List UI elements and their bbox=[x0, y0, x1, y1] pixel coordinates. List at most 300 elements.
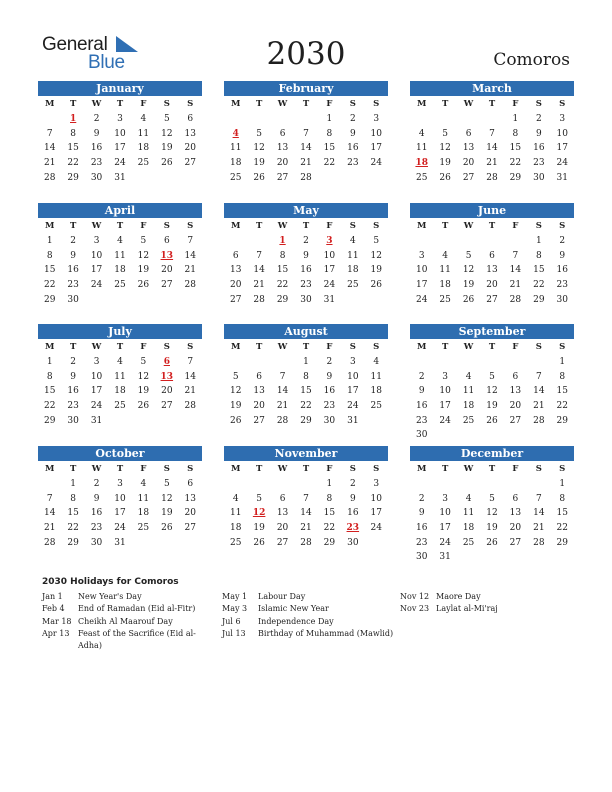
day-cell: 20 bbox=[161, 265, 173, 276]
day-cell: 1 bbox=[559, 479, 566, 489]
week-row bbox=[224, 492, 388, 507]
weekday-label: T bbox=[255, 342, 263, 352]
month-february bbox=[224, 81, 388, 185]
empty-day-cell bbox=[365, 293, 388, 308]
week-row bbox=[410, 550, 574, 565]
weekday-header-row bbox=[224, 461, 388, 477]
day-cell: 6 bbox=[163, 236, 170, 246]
empty-day-cell bbox=[247, 355, 270, 370]
empty-day-cell bbox=[365, 171, 388, 186]
day-cell: 23 bbox=[90, 523, 103, 534]
weekday-label: T bbox=[488, 464, 496, 474]
month-april bbox=[38, 203, 202, 307]
day-cell: 5 bbox=[465, 250, 472, 261]
weekday-label: S bbox=[373, 464, 380, 474]
day-cell: 30 bbox=[415, 552, 428, 563]
empty-day-cell bbox=[504, 428, 527, 443]
day-cell: 14 bbox=[486, 143, 498, 154]
day-cell: 13 bbox=[276, 143, 289, 154]
day-cell: 8 bbox=[535, 250, 542, 261]
day-cell: 13 bbox=[509, 508, 522, 519]
day-cell: 15 bbox=[556, 386, 568, 397]
holiday-list-item bbox=[222, 628, 397, 640]
weekday-label: M bbox=[231, 342, 241, 352]
day-cell: 2 bbox=[93, 114, 100, 124]
weekday-label: M bbox=[45, 464, 55, 474]
day-cell: 9 bbox=[303, 250, 309, 261]
day-cell: 5 bbox=[373, 236, 380, 246]
day-cell: 16 bbox=[347, 508, 359, 519]
day-cell: 26 bbox=[161, 158, 173, 169]
day-cell: 2 bbox=[535, 114, 542, 124]
day-cell: 15 bbox=[533, 265, 545, 276]
weekday-header-row bbox=[224, 339, 388, 355]
week-row bbox=[410, 521, 574, 536]
weekday-label: S bbox=[373, 221, 380, 231]
day-cell: 24 bbox=[439, 415, 451, 426]
day-cell: 6 bbox=[187, 479, 194, 489]
weekday-label: M bbox=[417, 221, 427, 231]
weekday-label: W bbox=[91, 99, 102, 109]
day-cell: 26 bbox=[253, 172, 265, 183]
empty-day-cell bbox=[247, 112, 270, 127]
weekday-label: F bbox=[140, 342, 147, 352]
day-cell: 27 bbox=[253, 415, 265, 426]
weekday-label: F bbox=[326, 342, 333, 352]
day-cell: 2 bbox=[418, 493, 425, 504]
day-cell: 15 bbox=[43, 265, 56, 276]
week-row bbox=[410, 428, 574, 443]
week-row bbox=[38, 506, 202, 521]
day-cell: 5 bbox=[489, 493, 495, 504]
day-cell: 5 bbox=[442, 128, 448, 139]
week-row bbox=[38, 112, 202, 127]
day-cell: 19 bbox=[161, 508, 173, 519]
week-row bbox=[38, 399, 202, 414]
day-cell: 19 bbox=[229, 401, 242, 412]
day-cell: 18 bbox=[347, 265, 359, 276]
day-cell: 23 bbox=[347, 158, 359, 169]
day-cell: 7 bbox=[489, 128, 495, 139]
day-cell: 23 bbox=[90, 158, 103, 169]
holiday-list-item bbox=[400, 591, 575, 603]
empty-day-cell bbox=[365, 536, 388, 551]
day-cell: 5 bbox=[256, 493, 262, 504]
weekday-label: T bbox=[488, 221, 496, 231]
day-cell: 13 bbox=[184, 128, 196, 139]
day-cell: 28 bbox=[533, 415, 545, 426]
day-cell: 27 bbox=[229, 294, 242, 305]
day-cell: 20 bbox=[276, 523, 289, 534]
day-cell: 31 bbox=[114, 172, 126, 183]
day-cell: 3 bbox=[93, 357, 100, 367]
day-cell: 25 bbox=[137, 158, 150, 169]
empty-day-cell bbox=[551, 428, 574, 443]
empty-day-cell bbox=[433, 428, 456, 443]
week-row bbox=[38, 278, 202, 293]
weekday-header-row bbox=[38, 461, 202, 477]
day-cell: 22 bbox=[556, 401, 568, 412]
weekday-label: S bbox=[349, 99, 356, 109]
weekday-label: F bbox=[326, 221, 333, 231]
day-cell: 7 bbox=[256, 250, 262, 261]
day-cell: 2 bbox=[303, 236, 309, 246]
day-cell: 7 bbox=[187, 357, 194, 367]
empty-day-cell bbox=[527, 550, 550, 565]
day-cell: 25 bbox=[370, 401, 382, 412]
day-cell: 26 bbox=[137, 401, 150, 412]
empty-day-cell bbox=[38, 477, 61, 492]
day-cell: 29 bbox=[509, 172, 522, 183]
weekday-label: S bbox=[163, 342, 170, 352]
day-cell: 25 bbox=[229, 172, 242, 183]
day-cell: 7 bbox=[46, 128, 53, 139]
week-row bbox=[38, 234, 202, 249]
day-cell: 10 bbox=[415, 265, 428, 276]
week-row bbox=[38, 414, 202, 429]
day-cell: 4 bbox=[140, 114, 147, 124]
day-cell: 27 bbox=[509, 415, 522, 426]
day-cell: 15 bbox=[43, 386, 56, 397]
weekday-label: T bbox=[302, 221, 310, 231]
weekday-label: W bbox=[91, 342, 102, 352]
day-cell: 11 bbox=[462, 508, 475, 519]
day-cell: 12 bbox=[137, 250, 150, 261]
weekday-header-row bbox=[38, 96, 202, 112]
day-cell: 19 bbox=[137, 265, 150, 276]
day-cell: 11 bbox=[462, 386, 475, 397]
week-row bbox=[224, 171, 388, 186]
day-cell: 16 bbox=[415, 401, 428, 412]
weekday-label: W bbox=[277, 99, 288, 109]
empty-day-cell bbox=[527, 428, 550, 443]
week-row bbox=[410, 141, 574, 156]
day-cell: 23 bbox=[67, 401, 79, 412]
day-cell: 4 bbox=[418, 128, 425, 139]
day-cell: 2 bbox=[326, 357, 333, 367]
day-cell: 28 bbox=[300, 172, 312, 183]
day-cell: 21 bbox=[184, 265, 196, 276]
weekday-label: T bbox=[441, 99, 449, 109]
day-cell: 24 bbox=[90, 401, 103, 412]
weekday-label: F bbox=[512, 99, 519, 109]
weekday-label: T bbox=[116, 342, 124, 352]
empty-day-cell bbox=[155, 536, 178, 551]
week-row bbox=[410, 536, 574, 551]
day-cell: 20 bbox=[253, 401, 265, 412]
empty-day-cell bbox=[457, 550, 480, 565]
day-cell: 14 bbox=[300, 143, 312, 154]
day-cell: 3 bbox=[93, 236, 100, 246]
weekday-header-row bbox=[410, 96, 574, 112]
day-cell: 20 bbox=[184, 508, 196, 519]
day-cell: 17 bbox=[323, 265, 336, 276]
week-row bbox=[38, 141, 202, 156]
weekday-label: S bbox=[187, 342, 194, 352]
day-cell: 28 bbox=[300, 537, 312, 548]
holiday-day-cell: 13 bbox=[160, 250, 174, 261]
day-cell: 13 bbox=[486, 265, 498, 276]
weekday-header-row bbox=[410, 218, 574, 234]
day-cell: 28 bbox=[184, 401, 196, 412]
day-cell: 25 bbox=[415, 172, 428, 183]
day-cell: 14 bbox=[300, 508, 312, 519]
month-june bbox=[410, 203, 574, 307]
holiday-day-cell: 12 bbox=[252, 508, 266, 519]
day-cell: 25 bbox=[229, 537, 242, 548]
day-cell: 30 bbox=[556, 294, 568, 305]
weekday-label: F bbox=[140, 99, 147, 109]
day-cell: 24 bbox=[415, 294, 428, 305]
day-cell: 26 bbox=[439, 172, 451, 183]
day-cell: 11 bbox=[439, 265, 451, 276]
day-cell: 14 bbox=[509, 265, 522, 276]
day-cell: 20 bbox=[229, 280, 242, 291]
day-cell: 2 bbox=[418, 371, 425, 382]
day-cell: 8 bbox=[70, 493, 76, 504]
holiday-name: Maore Day bbox=[436, 592, 481, 601]
day-cell: 24 bbox=[323, 280, 336, 291]
weekday-label: F bbox=[512, 342, 519, 352]
holiday-date: Apr 13 bbox=[42, 628, 70, 638]
day-cell: 6 bbox=[465, 128, 472, 139]
weekday-label: T bbox=[116, 464, 124, 474]
weekday-label: S bbox=[535, 464, 542, 474]
empty-day-cell bbox=[504, 234, 527, 249]
holiday-name: Birthday of Muhammad (Mawlid) bbox=[258, 628, 394, 638]
day-cell: 23 bbox=[300, 280, 312, 291]
weekday-label: T bbox=[116, 99, 124, 109]
weekday-label: T bbox=[441, 221, 449, 231]
day-cell: 6 bbox=[512, 493, 519, 504]
day-cell: 13 bbox=[253, 386, 265, 397]
day-cell: 17 bbox=[439, 523, 451, 534]
week-row bbox=[38, 263, 202, 278]
month-header: November bbox=[224, 446, 388, 461]
day-cell: 27 bbox=[509, 537, 522, 548]
week-row bbox=[38, 293, 202, 308]
day-cell: 19 bbox=[137, 386, 150, 397]
day-cell: 27 bbox=[486, 294, 498, 305]
empty-day-cell bbox=[132, 536, 155, 551]
day-cell: 9 bbox=[326, 371, 333, 382]
day-cell: 29 bbox=[43, 294, 56, 305]
empty-day-cell bbox=[527, 477, 550, 492]
day-cell: 21 bbox=[533, 401, 545, 412]
day-cell: 1 bbox=[46, 236, 53, 246]
day-cell: 4 bbox=[349, 236, 356, 246]
day-cell: 25 bbox=[114, 401, 126, 412]
day-cell: 20 bbox=[509, 523, 522, 534]
day-cell: 7 bbox=[187, 236, 194, 246]
holiday-list-item bbox=[222, 591, 397, 603]
day-cell: 4 bbox=[117, 236, 123, 246]
day-cell: 1 bbox=[46, 357, 53, 367]
day-cell: 24 bbox=[439, 537, 451, 548]
holiday-name: Feast of the Sacrifice (Eid al-Adha) bbox=[78, 628, 196, 651]
day-cell: 10 bbox=[370, 493, 382, 504]
day-cell: 19 bbox=[486, 401, 498, 412]
day-cell: 30 bbox=[415, 430, 428, 441]
empty-day-cell bbox=[527, 355, 550, 370]
day-cell: 31 bbox=[347, 415, 359, 426]
holiday-list-item bbox=[42, 603, 217, 615]
week-row bbox=[38, 355, 202, 370]
day-cell: 7 bbox=[535, 371, 542, 382]
day-cell: 13 bbox=[229, 265, 242, 276]
day-cell: 17 bbox=[370, 508, 382, 519]
weekday-label: W bbox=[463, 342, 474, 352]
day-cell: 3 bbox=[559, 114, 566, 124]
week-row bbox=[410, 477, 574, 492]
day-cell: 11 bbox=[229, 143, 242, 154]
week-row bbox=[38, 384, 202, 399]
empty-day-cell bbox=[551, 550, 574, 565]
day-cell: 12 bbox=[439, 143, 451, 154]
week-row bbox=[224, 278, 388, 293]
day-cell: 26 bbox=[253, 537, 265, 548]
month-header: December bbox=[410, 446, 574, 461]
day-cell: 30 bbox=[300, 294, 312, 305]
weekday-label: T bbox=[69, 99, 77, 109]
empty-day-cell bbox=[271, 112, 294, 127]
weekday-label: T bbox=[255, 221, 263, 231]
day-cell: 15 bbox=[509, 143, 522, 154]
day-cell: 18 bbox=[462, 523, 475, 534]
holiday-list-item bbox=[42, 628, 217, 653]
day-cell: 3 bbox=[373, 479, 380, 489]
weekday-label: T bbox=[69, 464, 77, 474]
empty-day-cell bbox=[224, 234, 247, 249]
day-cell: 22 bbox=[323, 158, 336, 169]
week-row bbox=[410, 249, 574, 264]
day-cell: 25 bbox=[462, 415, 475, 426]
day-cell: 18 bbox=[137, 143, 150, 154]
empty-day-cell bbox=[132, 293, 155, 308]
day-cell: 10 bbox=[370, 128, 382, 139]
weekday-label: T bbox=[302, 464, 310, 474]
week-row bbox=[224, 414, 388, 429]
weekday-label: F bbox=[140, 221, 147, 231]
day-cell: 23 bbox=[556, 280, 568, 291]
day-cell: 11 bbox=[347, 250, 359, 261]
day-cell: 26 bbox=[229, 415, 242, 426]
empty-day-cell bbox=[433, 477, 456, 492]
day-cell: 18 bbox=[229, 158, 242, 169]
day-cell: 17 bbox=[556, 143, 568, 154]
day-cell: 8 bbox=[46, 250, 53, 261]
weekday-label: S bbox=[373, 342, 380, 352]
day-cell: 2 bbox=[70, 236, 76, 246]
day-cell: 2 bbox=[349, 479, 356, 489]
empty-day-cell bbox=[294, 477, 317, 492]
day-cell: 26 bbox=[486, 537, 498, 548]
day-cell: 20 bbox=[509, 401, 522, 412]
country-name: Comoros bbox=[493, 50, 570, 70]
weekday-label: S bbox=[163, 464, 170, 474]
day-cell: 8 bbox=[46, 371, 53, 382]
weekday-label: S bbox=[349, 342, 356, 352]
day-cell: 10 bbox=[556, 128, 568, 139]
day-cell: 21 bbox=[253, 280, 265, 291]
empty-day-cell bbox=[155, 171, 178, 186]
empty-day-cell bbox=[179, 171, 202, 186]
day-cell: 15 bbox=[300, 386, 312, 397]
day-cell: 3 bbox=[442, 371, 448, 382]
day-cell: 11 bbox=[114, 250, 126, 261]
week-row bbox=[410, 414, 574, 429]
weekday-label: S bbox=[535, 221, 542, 231]
day-cell: 21 bbox=[184, 386, 196, 397]
day-cell: 22 bbox=[43, 280, 56, 291]
day-cell: 24 bbox=[370, 158, 382, 169]
day-cell: 16 bbox=[67, 265, 79, 276]
day-cell: 4 bbox=[465, 493, 472, 504]
day-cell: 10 bbox=[439, 508, 451, 519]
day-cell: 3 bbox=[117, 114, 123, 124]
week-row bbox=[224, 506, 388, 521]
logo-general-text: General bbox=[42, 34, 108, 55]
weekday-header-row bbox=[224, 218, 388, 234]
week-row bbox=[224, 263, 388, 278]
day-cell: 1 bbox=[559, 357, 566, 367]
week-row bbox=[38, 477, 202, 492]
weekday-label: M bbox=[231, 221, 241, 231]
day-cell: 21 bbox=[43, 158, 56, 169]
weekday-label: S bbox=[187, 99, 194, 109]
day-cell: 14 bbox=[533, 386, 545, 397]
day-cell: 8 bbox=[559, 371, 566, 382]
week-row bbox=[410, 156, 574, 171]
empty-day-cell bbox=[480, 428, 503, 443]
day-cell: 12 bbox=[370, 250, 382, 261]
day-cell: 10 bbox=[114, 128, 126, 139]
day-cell: 31 bbox=[90, 415, 103, 426]
day-cell: 18 bbox=[114, 386, 126, 397]
day-cell: 29 bbox=[533, 294, 545, 305]
weekday-label: W bbox=[91, 221, 102, 231]
empty-day-cell bbox=[504, 355, 527, 370]
day-cell: 26 bbox=[486, 415, 498, 426]
day-cell: 21 bbox=[533, 523, 545, 534]
holiday-date: May 1 bbox=[222, 592, 248, 601]
week-row bbox=[410, 112, 574, 127]
weekday-label: F bbox=[512, 464, 519, 474]
day-cell: 8 bbox=[279, 250, 286, 261]
day-cell: 13 bbox=[276, 508, 289, 519]
day-cell: 6 bbox=[232, 250, 239, 261]
holiday-name: End of Ramadan (Eid al-Fitr) bbox=[78, 604, 196, 614]
empty-day-cell bbox=[341, 293, 364, 308]
day-cell: 6 bbox=[279, 493, 286, 504]
month-july bbox=[38, 324, 202, 428]
day-cell: 7 bbox=[303, 493, 309, 504]
day-cell: 17 bbox=[439, 401, 451, 412]
day-cell: 5 bbox=[140, 357, 147, 367]
weekday-label: T bbox=[488, 99, 496, 109]
day-cell: 15 bbox=[276, 265, 289, 276]
empty-day-cell bbox=[271, 477, 294, 492]
empty-day-cell bbox=[480, 550, 503, 565]
day-cell: 3 bbox=[442, 493, 448, 504]
day-cell: 30 bbox=[67, 294, 79, 305]
day-cell: 23 bbox=[323, 401, 336, 412]
day-cell: 16 bbox=[347, 143, 359, 154]
day-cell: 22 bbox=[323, 523, 336, 534]
holiday-name: New Year's Day bbox=[78, 592, 142, 601]
day-cell: 29 bbox=[67, 172, 79, 183]
day-cell: 7 bbox=[303, 128, 309, 139]
